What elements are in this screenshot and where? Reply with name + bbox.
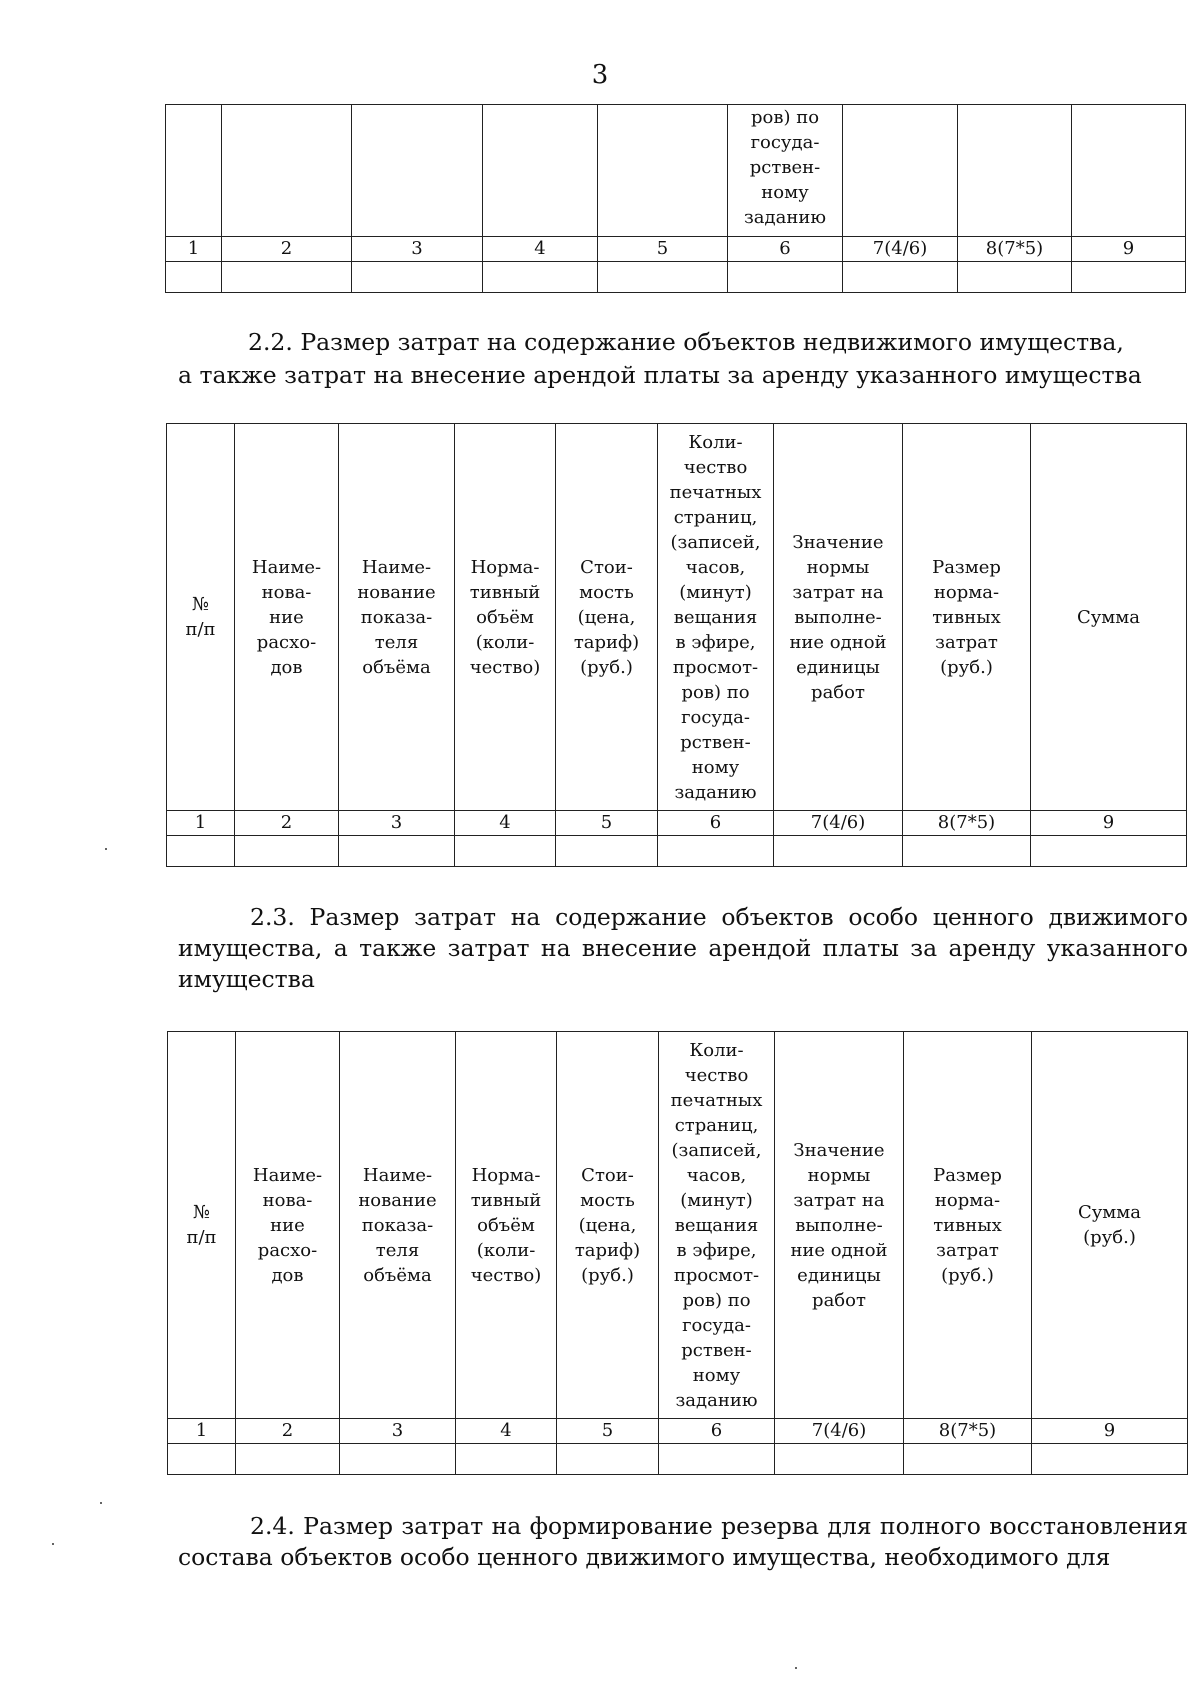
column-number: 4: [483, 237, 598, 262]
column-number: 1: [167, 811, 235, 836]
column-header-normative-costs: Размер норма- тивных затрат (руб.): [904, 1032, 1032, 1419]
scan-speck: [52, 1543, 54, 1545]
column-number: 9: [1032, 1419, 1188, 1444]
empty-cell: [456, 1444, 557, 1475]
scan-speck: [105, 848, 107, 850]
column-number: 6: [728, 237, 843, 262]
empty-cell: [598, 262, 728, 293]
table-cell: [598, 105, 728, 237]
column-header-number: № п/п: [168, 1032, 236, 1419]
column-header-pages-count: Коли- чество печатных страниц, (записей, часов, (минут) вещания в эфире, просмот- ров) по госуда- рствен- ному заданию: [659, 1032, 775, 1419]
column-header-sum: Сумма (руб.): [1032, 1032, 1188, 1419]
table-cell: [843, 105, 958, 237]
table-cell: [222, 105, 352, 237]
section-2-2-heading-line1: 2.2. Размер затрат на содержание объектов недвижимого имущества,: [248, 328, 1124, 356]
empty-cell: [455, 836, 556, 867]
column-header-sum: Сумма: [1031, 424, 1187, 811]
column-header-indicator-name: Наиме- нование показа- теля объёма: [340, 1032, 456, 1419]
empty-cell: [222, 262, 352, 293]
empty-cell: [658, 836, 774, 867]
page-number: 3: [591, 60, 609, 90]
column-number: 4: [456, 1419, 557, 1444]
column-number: 2: [235, 811, 339, 836]
column-header-expense-name: Наиме- нова- ние расхо- дов: [235, 424, 339, 811]
empty-cell: [340, 1444, 456, 1475]
column-number: 2: [236, 1419, 340, 1444]
empty-cell: [167, 836, 235, 867]
empty-cell: [556, 836, 658, 867]
section-2-3-heading: 2.3. Размер затрат на содержание объектов особо ценного движимого имущества, а также затрат на внесение арендой платы за аренду указанного имущества: [178, 903, 1188, 993]
empty-cell: [236, 1444, 340, 1475]
table-cell: [958, 105, 1072, 237]
column-header-number: № п/п: [167, 424, 235, 811]
column-header-cost: Стои- мость (цена, тариф) (руб.): [557, 1032, 659, 1419]
table-2-2: [166, 423, 1187, 867]
empty-cell: [904, 1444, 1032, 1475]
column-number: 7(4/6): [775, 1419, 904, 1444]
column-number: 8(7*5): [958, 237, 1072, 262]
empty-cell: [774, 836, 903, 867]
column-header-expense-name: Наиме- нова- ние расхо- дов: [236, 1032, 340, 1419]
header-fragment: ров) по госуда- рствен- ному заданию: [728, 105, 843, 237]
column-number: 8(7*5): [903, 811, 1031, 836]
column-header-norm-value: Значение нормы затрат на выполне- ние одной единицы работ: [774, 424, 903, 811]
empty-cell: [958, 262, 1072, 293]
column-number: 2: [222, 237, 352, 262]
empty-cell: [775, 1444, 904, 1475]
empty-cell: [728, 262, 843, 293]
table-cell: [1072, 105, 1186, 237]
column-number: 6: [659, 1419, 775, 1444]
empty-cell: [166, 262, 222, 293]
column-header-norm-value: Значение нормы затрат на выполне- ние одной единицы работ: [775, 1032, 904, 1419]
empty-cell: [1072, 262, 1186, 293]
table-continued: [165, 104, 1186, 293]
scan-speck: [100, 1502, 102, 1504]
column-number: 1: [168, 1419, 236, 1444]
column-number: 3: [339, 811, 455, 836]
column-number: 7(4/6): [774, 811, 903, 836]
column-number: 3: [352, 237, 483, 262]
column-number: 4: [455, 811, 556, 836]
empty-cell: [1031, 836, 1187, 867]
column-number: 5: [557, 1419, 659, 1444]
column-number: 3: [340, 1419, 456, 1444]
empty-cell: [557, 1444, 659, 1475]
empty-cell: [903, 836, 1031, 867]
scan-speck: [795, 1667, 797, 1669]
column-number: 5: [556, 811, 658, 836]
table-cell: [166, 105, 222, 237]
section-2-2-heading-line2: а также затрат на внесение арендой платы за аренду указанного имущества: [178, 361, 1142, 389]
column-number: 1: [166, 237, 222, 262]
empty-cell: [843, 262, 958, 293]
empty-cell: [339, 836, 455, 867]
table-cell: [352, 105, 483, 237]
section-2-4-heading: 2.4. Размер затрат на формирование резерва для полного восстановления состава объектов особо ценного движимого имущества, необходимого для: [178, 1512, 1188, 1571]
column-header-indicator-name: Наиме- нование показа- теля объёма: [339, 424, 455, 811]
table-cell: [483, 105, 598, 237]
empty-cell: [235, 836, 339, 867]
column-header-cost: Стои- мость (цена, тариф) (руб.): [556, 424, 658, 811]
column-header-normative-volume: Норма- тивный объём (коли- чество): [456, 1032, 557, 1419]
column-header-normative-costs: Размер норма- тивных затрат (руб.): [903, 424, 1031, 811]
column-number: 7(4/6): [843, 237, 958, 262]
empty-cell: [352, 262, 483, 293]
table-2-3: [167, 1031, 1188, 1475]
empty-cell: [483, 262, 598, 293]
column-number: 8(7*5): [904, 1419, 1032, 1444]
empty-cell: [659, 1444, 775, 1475]
column-number: 6: [658, 811, 774, 836]
column-number: 9: [1072, 237, 1186, 262]
column-header-pages-count: Коли- чество печатных страниц, (записей, часов, (минут) вещания в эфире, просмот- ров) по госуда- рствен- ному заданию: [658, 424, 774, 811]
empty-cell: [1032, 1444, 1188, 1475]
empty-cell: [168, 1444, 236, 1475]
column-number: 5: [598, 237, 728, 262]
column-header-normative-volume: Норма- тивный объём (коли- чество): [455, 424, 556, 811]
column-number: 9: [1031, 811, 1187, 836]
